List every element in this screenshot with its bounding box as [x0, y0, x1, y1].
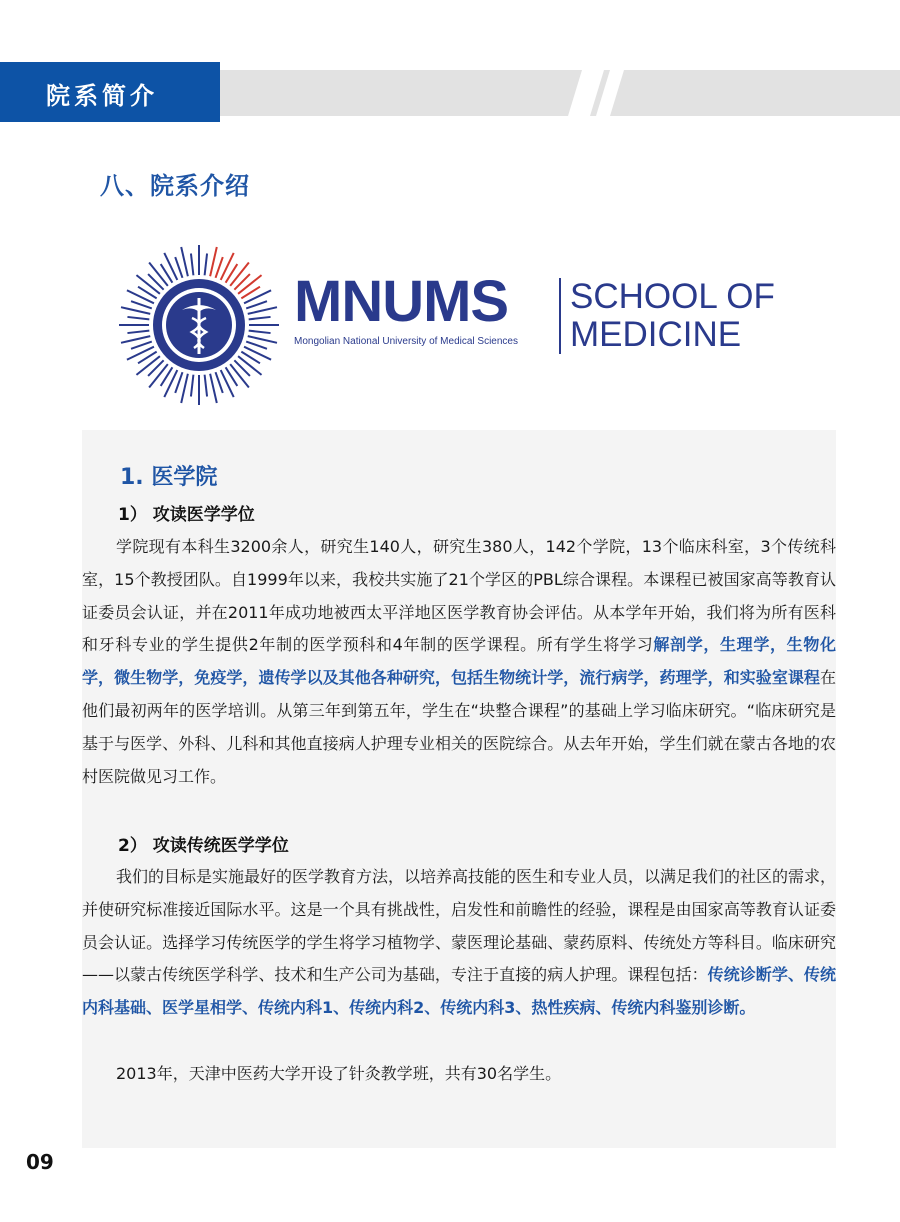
emblem-ray: [131, 342, 152, 349]
emblem-ray: [244, 347, 271, 360]
page-title: 八、院系介绍: [100, 172, 250, 200]
paragraph-text: 我们的目标是实施最好的医学教育方法，以培养高技能的医生和专业人员，以满足我们的社区的需求，并使研究标准接近国际水平。这是一个具有挑战性，启发性和前瞻性的经验，课程是由国家高等教育认证委员会认证。选择学习传统医学的学生将学习植物学、蒙医理论基础、蒙药原料、传统处方等科目。临床研究——以蒙古传统医学科学、技术和生产公司为基础，专注于直接的病人护理。课程包括：: [82, 867, 837, 985]
paragraph-medicine: [82, 531, 836, 793]
emblem-ray: [149, 364, 168, 387]
emblem-ray: [216, 257, 223, 278]
emblem-ray: [191, 375, 193, 397]
emblem-ray: [238, 356, 261, 375]
school-name-line1: SCHOOL OF: [570, 277, 775, 316]
highlighted-courses: 传统诊断学、传统内科基础、医学星相学、传统内科1、传统内科2、传统内科3、热性疾病、传统内科鉴别诊断。: [82, 965, 836, 1018]
emblem-ray: [230, 262, 249, 285]
university-name: Mongolian National University of Medical Sciences: [294, 336, 518, 347]
paragraph-text: 学院现有本科生3200余人，研究生140人，研究生380人，142个学院，13个临床科室，3个传统科室，15个教授团队。自1999年以来，我校共实施了21个学区的PBL综合课程。本课程已被国家高等教育认证委员会认证，并在2011年成功地被西太平洋地区医学教育协会评估。从本学年开始，我们将为所有医科和牙科专业的学生提供2年制的医学预科和4年制的医学课程。所有学生将学习: [82, 537, 836, 655]
emblem-ray: [210, 374, 217, 403]
emblem-ray: [181, 247, 188, 276]
school-logo: [114, 240, 794, 410]
paragraph-acupuncture: 2013年，天津中医药大学开设了针灸教学班，共有30名学生。: [116, 1064, 562, 1083]
emblem-ray: [210, 247, 217, 276]
subsection-heading-2: 2） 攻读传统医学学位: [118, 836, 289, 856]
section-tab-label: 院系简介: [46, 82, 158, 110]
emblem-ray: [127, 290, 154, 303]
brand-name: MNUMS: [294, 269, 509, 334]
emblem-ray: [221, 370, 234, 397]
emblem-ray: [127, 331, 149, 333]
highlighted-courses: 解剖学，生理学，生物化学，微生物学，免疫学，遗传学以及其他各种研究，包括生物统计学，流行病学，药理学，和实验室课程: [82, 635, 836, 688]
school-name-line2: MEDICINE: [570, 315, 742, 354]
emblem-ray: [221, 253, 234, 280]
emblem-ray: [181, 374, 188, 403]
emblem-ray: [149, 262, 168, 285]
emblem-ray: [248, 336, 277, 343]
emblem-ray: [164, 370, 177, 397]
emblem-ray: [246, 342, 267, 349]
emblem-ray: [136, 275, 159, 294]
emblem-ray: [246, 301, 267, 308]
emblem-ray: [121, 307, 150, 314]
emblem-ray: [175, 372, 182, 393]
page-number: 09: [26, 1150, 54, 1174]
emblem-ray: [216, 372, 223, 393]
emblem-ray: [205, 253, 207, 275]
emblem-ray: [127, 347, 154, 360]
emblem-ray: [191, 253, 193, 275]
logo-divider: [559, 278, 561, 354]
paragraph-traditional-medicine: [82, 861, 836, 1025]
paragraph-text: 在他们最初两年的医学培训。从第三年到第五年，学生在“块整合课程”的基础上学习临床研究。“临床研究是基于与医学、外科、儿科和其他直接病人护理专业相关的医院综合。从去年开始，学生们就在蒙古各地的农村医院做见习工作。: [82, 668, 836, 786]
emblem-ray: [127, 317, 149, 319]
emblem-ray: [249, 317, 271, 319]
emblem-ray: [238, 275, 261, 294]
emblem-ray: [164, 253, 177, 280]
subsection-heading-1: 1） 攻读医学学位: [118, 505, 255, 525]
emblem-ray: [205, 375, 207, 397]
emblem-ray: [121, 336, 150, 343]
emblem-ray: [136, 356, 159, 375]
emblem-icon: [114, 240, 284, 410]
emblem-ray: [244, 290, 271, 303]
emblem-ray: [249, 331, 271, 333]
emblem-ray: [131, 301, 152, 308]
emblem-ray: [175, 257, 182, 278]
emblem-ray: [230, 364, 249, 387]
college-title: 1. 医学院: [120, 465, 218, 490]
emblem-ray: [248, 307, 277, 314]
section-tab: [0, 62, 220, 122]
